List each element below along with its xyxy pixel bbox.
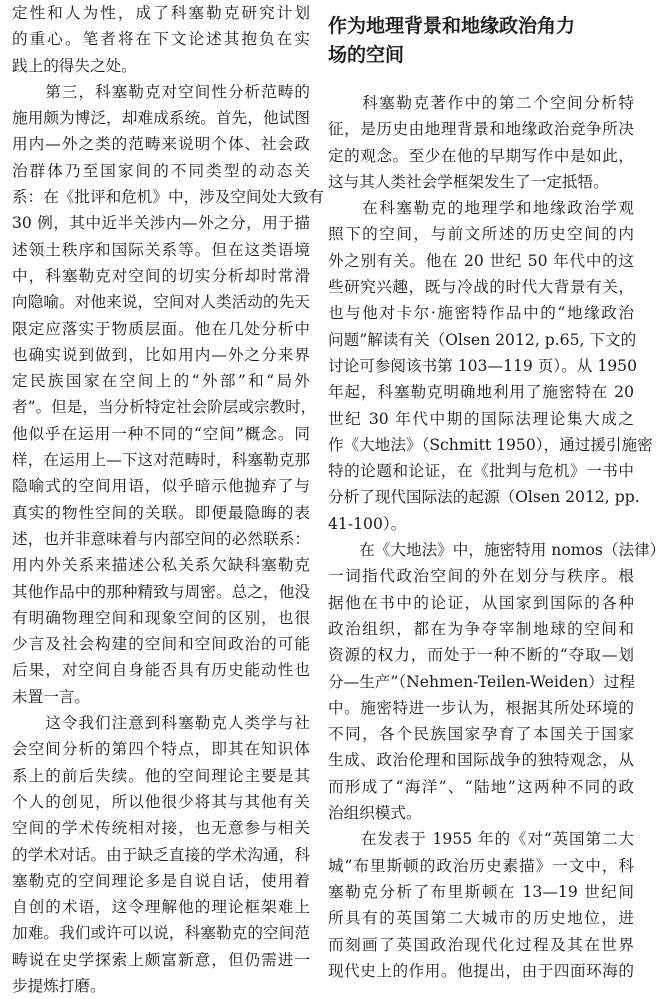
text-line: 系：在《批评和危机》中，涉及空间处大致有	[12, 188, 324, 207]
text-line: 加难。我们或许可以说，科塞勒克的空间范	[12, 924, 310, 943]
text-line: 会空间分析的第四个特点，即其在知识体	[12, 740, 310, 759]
text-line: 资源的权力，而处于一种不断的“夺取—划	[328, 646, 634, 665]
text-line: 自创的术语，这令理解他的理论框架难上	[12, 898, 310, 917]
text-line: 系上的前后失续。他的空间理论主要是其	[12, 766, 310, 785]
text-line: 分—生产”（Nehmen-Teilen-Weiden）过程	[328, 672, 635, 691]
text-line: 不同，各个民族国家孕育了本国关于国家	[328, 725, 634, 744]
text-line: 治组织模式。	[328, 804, 422, 823]
text-line: 后果，对空间自身能否具有历史能动性也	[12, 661, 310, 680]
text-line: 少言及社会构建的空间和空间政治的可能	[12, 635, 310, 654]
section-heading-line: 作为地理背景和地缘政治角力	[328, 15, 576, 37]
text-line: 问题”解读有关（Olsen 2012, p.65, 下文的	[328, 330, 637, 349]
text-line: 塞勒克的空间理论多是自说自话，使用着	[12, 871, 310, 890]
text-line: 也确实说到做到，比如用内—外之分来界	[12, 345, 310, 364]
text-line: 治群体乃至国家间的不同类型的动态关	[12, 161, 310, 180]
text-line: 现代史上的作用。他提出，由于四面环海的	[328, 961, 634, 980]
text-line: 用内外关系来描述公私关系欠缺科塞勒克	[12, 556, 310, 575]
text-line: 施用颇为博泛，却难成系统。首先，他试图	[12, 109, 310, 128]
text-line: 41-100）。	[328, 514, 407, 533]
text-line: 世纪 30 年代中期的国际法理论集大成之	[328, 409, 634, 428]
text-line: 第三，科塞勒克对空间性分析范畴的	[12, 82, 310, 101]
text-line: 分析了现代国际法的起源（Olsen 2012, pp.	[328, 488, 640, 507]
section-heading-line: 场的空间	[328, 44, 405, 66]
text-line: 定民族国家在空间上的“外部”和“局外	[12, 372, 310, 391]
text-line: 他似乎在运用一种不同的“空间”概念。同	[12, 424, 310, 443]
text-line: 些研究兴趣，既与冷战的时代大背景有关，	[328, 278, 634, 297]
text-line: 生成、政治伦理和国际战争的独特观念，从	[328, 751, 634, 770]
text-line: 真实的物性空间的关联。即便最隐晦的表	[12, 503, 310, 522]
text-line: 的重心。笔者将在下文论述其抱负在实	[12, 30, 310, 49]
text-line: 样，在运用上—下这对范畴时，科塞勒克那	[12, 451, 310, 470]
text-line: 畴说在史学探索上颇富新意，但仍需进一	[12, 950, 310, 969]
text-line: 个人的创见，所以他很少将其与其他有关	[12, 792, 310, 811]
heading-spacer	[328, 70, 634, 90]
text-line: 作《大地法》（Schmitt 1950），通过援引施密	[328, 435, 653, 454]
text-line: 践上的得失之处。	[12, 56, 137, 75]
text-line: 城”布里斯顿的政治历史素描》一文中，科	[328, 856, 634, 875]
text-line: 塞勒克分析了布里斯顿在 13—19 世纪间	[328, 882, 634, 901]
text-line: 而刻画了英国政治现代化过程及其在世界	[328, 935, 634, 954]
text-line: 照下的空间，与前文所述的历史空间的内	[328, 225, 634, 244]
left-text-column	[12, 0, 324, 995]
text-line: 其他作品中的那种精致与周密。总之，他没	[12, 582, 310, 601]
text-line: 隐喻式的空间用语，似乎暗示他抛弃了与	[12, 477, 310, 496]
text-line: 政治组织，都在为争夺宰制地球的空间和	[328, 619, 634, 638]
text-line: 中，科塞勒克对空间的切实分析却时常滑	[12, 266, 310, 285]
text-line: 在《大地法》中，施密特用 nomos（法律）	[328, 541, 665, 560]
text-line: 征，是历史由地理背景和地缘政治竞争所决	[328, 120, 634, 139]
right-text-column	[328, 0, 665, 980]
text-line: 未置一言。	[12, 687, 90, 706]
text-line: 年起，科塞勒克明确地利用了施密特在 20	[328, 383, 634, 402]
right-body-text	[328, 90, 665, 984]
text-line: 定性和人为性，成了科塞勒克研究计划	[12, 4, 310, 22]
text-line: 步提炼打磨。	[12, 976, 106, 995]
text-line: 定的观念。至少在他的早期写作中是如此，	[328, 146, 634, 165]
text-line: 也与他对卡尔·施密特作品中的“地缘政治	[328, 304, 634, 323]
text-line: 外之别有关。他在 20 世纪 50 年代中的这	[328, 251, 634, 270]
section-heading	[328, 0, 634, 70]
text-line: 科塞勒克著作中的第二个空间分析特	[328, 94, 634, 112]
text-line: 讨论可参阅该书第 103—119 页）。从 1950	[328, 356, 638, 375]
text-line: 用内—外之类的范畴来说明个体、社会政	[12, 135, 310, 154]
text-line: 这与其人类社会学框架发生了一定抵牾。	[328, 172, 609, 191]
text-line: 中。施密特进一步认为，根据其所处环境的	[328, 698, 634, 717]
text-line: 者”。但是，当分析特定社会阶层或宗教时，	[12, 398, 317, 417]
text-line: 这令我们注意到科塞勒克人类学与社	[12, 714, 310, 733]
text-line: 有明确物理空间和现象空间的区别，也很	[12, 608, 310, 627]
text-line: 在科塞勒克的地理学和地缘政治学观	[328, 199, 634, 218]
text-line: 30 例，其中近半关涉内—外之分，用于描	[12, 214, 310, 233]
text-line: 述领土秩序和国际关系等。但在这类语境	[12, 240, 310, 259]
text-line: 特的论题和论证，在《批判与危机》一书中	[328, 462, 634, 481]
text-line: 的学术对话。由于缺乏直接的学术沟通，科	[12, 845, 310, 864]
text-line: 据他在书中的论证，从国家到国际的各种	[328, 593, 634, 612]
text-line: 而形成了“海洋”、“陆地”这两种不同的政	[328, 777, 634, 796]
text-line: 所具有的英国第二大城市的历史地位，进	[328, 909, 634, 928]
text-line: 向隐喻。对他来说，空间对人类活动的先天	[12, 293, 310, 312]
text-line: 一词指代政治空间的外在划分与秩序。根	[328, 567, 634, 586]
text-line: 在发表于 1955 年的《对“英国第二大	[328, 830, 634, 849]
text-line: 限定应落实于物质层面。他在几处分析中	[12, 319, 310, 338]
text-line: 述，也并非意味着与内部空间的必然联系：	[12, 529, 310, 548]
text-line: 空间的学术传统相对接，也无意参与相关	[12, 819, 310, 838]
